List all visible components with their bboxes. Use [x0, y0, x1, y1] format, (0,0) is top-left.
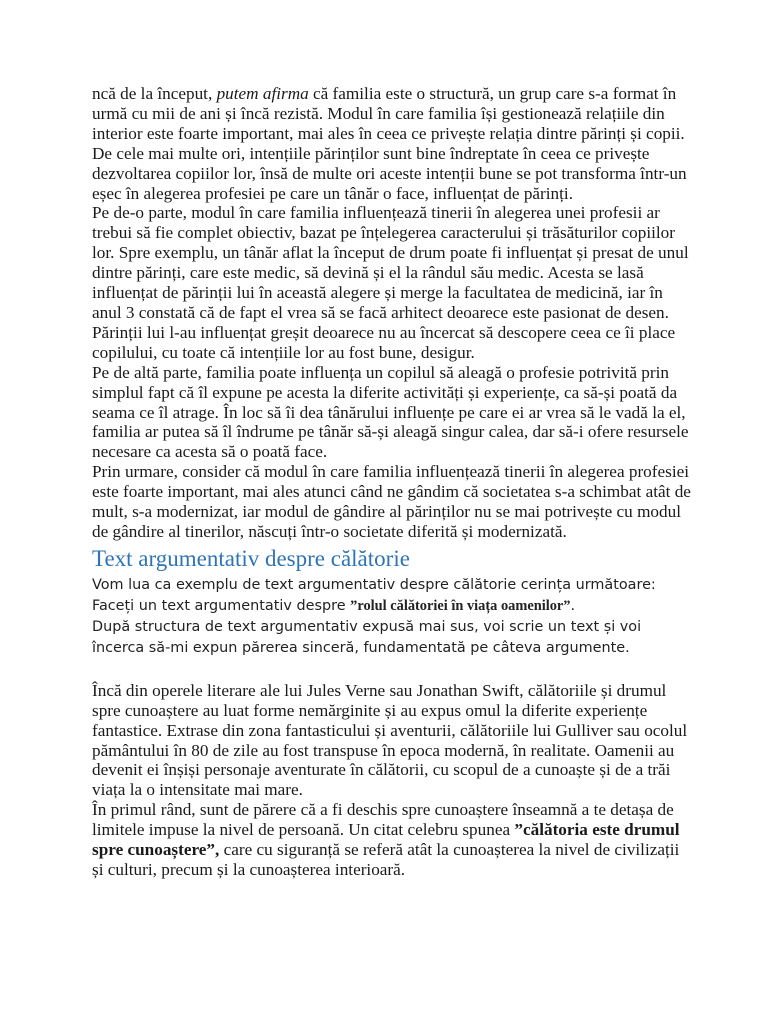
quote-text: ”călătoria este drumul spre cunoaștere”,: [92, 820, 680, 860]
section-heading: Text argumentativ despre călătorie: [92, 545, 410, 571]
intro-line-3: După structura de text argumentativ expusă mai sus, voi scrie un text și voi încerca să-mi expun părerea sinceră, fundamentată pe câteva argumente.: [92, 618, 642, 656]
spacer: [92, 659, 692, 681]
emphasis-text: putem afirma: [216, 84, 309, 103]
document-page: [92, 84, 692, 880]
paragraph-argument-1: Pe de-o parte, modul în care familia influențează tinerii în alegerea unei profesii ar trebui să fie complet obiectiv, bazat pe înțelegerea caracterului și trăsăturilor copiilor lor. Spre exemplu, un tânăr aflat la început de drum poate fi influențat și presat de unul dintre părinți, care este medic, să devină și el la rândul său medic. Acesta se lasă influențat de părinții lui în această alegere și merge la facultatea de medicină, iar în anul 3 constată că de fapt el vrea să se facă arhitect deoarece este pasionat de desen. Părinții lui l-au influențat greșit deoarece nu au încercat să descopere ceea ce îi place copilului, cu toate că intențiile lor au fost bune, desigur.: [92, 203, 689, 362]
paragraph-conclusion: Prin urmare, consider că modul în care familia influențează tinerii în alegerea profesiei este foarte important, mai ales atunci când ne gândim că societatea s-a schimbat atât de mult, s-a modernizat, iar modul de gândire al părinților nu se mai potrivește cu modul de gândire al tinerilor, născuți într-o societate diferită și modernizată.: [92, 462, 691, 541]
intro-line-1: Vom lua ca exemplu de text argumentativ despre călătorie cerința următoare:: [92, 576, 656, 593]
essay-travel: [92, 681, 692, 880]
paragraph-intro: ncă de la început, putem afirma că familia este o structură, un grup care s-a format în urmă cu mii de ani și încă rezistă. Modul în care familia își gestionează relațiile din interior este foarte important, mai ales în ceea ce privește relația dintre părinți și copii. De cele mai multe ori, intențiile părinților sunt bine îndreptate în ceea ce privește dezvoltarea copiilor lor, însă de multe ori aceste intenții bune se pot transforma într-un eșec în alegerea profesiei pe care un tânăr o face, influențat de părinți.: [92, 84, 687, 203]
section-intro: [92, 575, 692, 659]
paragraph-travel-intro: Încă din operele literare ale lui Jules Verne sau Jonathan Swift, călătoriile și drumul spre cunoaștere au luat forme nemărginite și au expus omul la diferite experiențe fantastice. Extrase din zona fantasticului și aventurii, călătoriile lui Gulliver sau ocolul pământului în 80 de zile au fost transpuse în epoca modernă, în realitate. Oamenii au devenit ei înșiși personaje aventurate în călătorii, cu scopul de a cunoaște și de a trăi viața la o intensitate mai mare.: [92, 680, 688, 800]
paragraph-travel-argument: În primul rând, sunt de părere că a fi deschis spre cunoaștere înseamnă a te detașa de limitele impuse la nivel de persoană. Un citat celebru spunea ”călătoria este drumul spre cunoaștere”, care cu siguranță se referă atât la cunoașterea la nivel de civilizații și culturi, precum și la cunoașterea interioară.: [92, 800, 680, 879]
essay-family: [92, 84, 692, 542]
paragraph-argument-2: Pe de altă parte, familia poate influența un copilul să aleagă o profesie potrivită prin simplul fapt că îl expune pe acesta la diferite activități și experiențe, ca să-și poată da seama ce îl atrage. În loc să îi dea tânărului influențe pe care ei ar vrea să le vadă la el, familia ar putea să îl îndrume pe tânăr să-și aleagă singur calea, dar să-i ofere resursele necesare ca acesta să o poată face.: [92, 362, 689, 462]
intro-line-2: Faceți un text argumentativ despre ”rolul călătoriei în viața oamenilor”.: [92, 597, 576, 614]
